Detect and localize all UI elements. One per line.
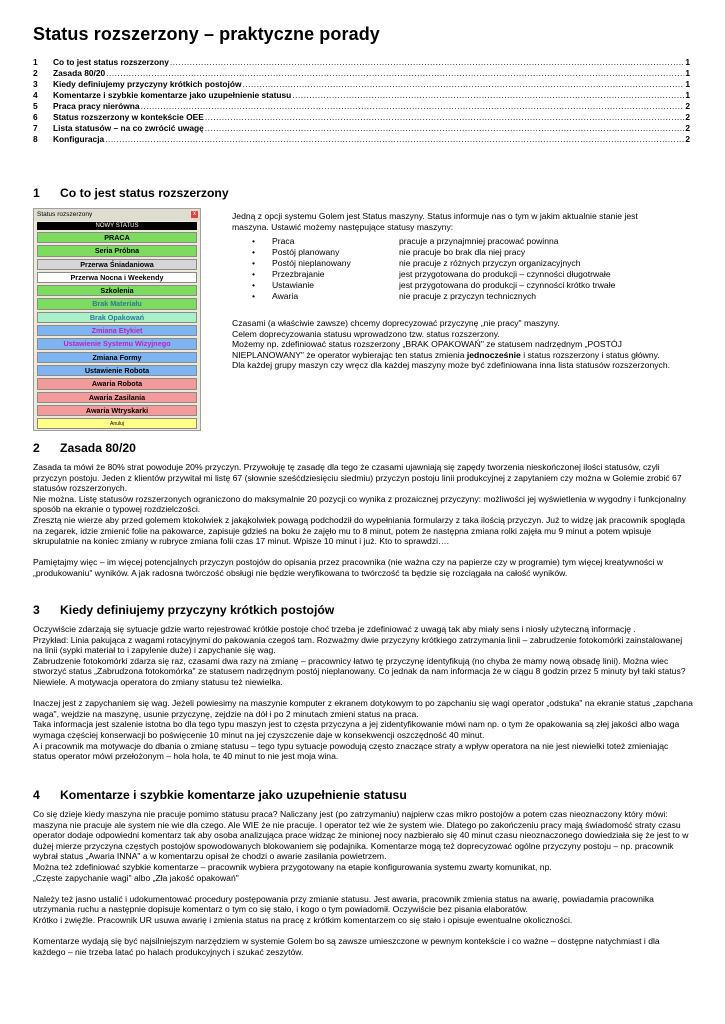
list-item xyxy=(232,291,672,302)
toc-title: Praca pracy nierówna xyxy=(53,101,140,111)
toc-leader xyxy=(106,68,684,79)
panel-header: NOWY STATUS xyxy=(37,222,197,230)
section-number: 4 xyxy=(33,788,40,802)
status-name: Przezbrajanie xyxy=(272,269,325,279)
section-title: Zasada 80/20 xyxy=(60,441,136,455)
paragraph: Przykład: Linia pakująca z wagami rotacyjnymi do pakowania czegoś tam. Rozważmy dwie przyczyny krótkiego zatrzymania linii – zabrudzenie fotokomórki zainstalowanej na linii (sypki materiał to i zapylenie duże) i zapychanie się wag. xyxy=(33,634,683,656)
status-button[interactable]: Przerwa Nocna i Weekendy xyxy=(37,272,197,283)
bullet: • xyxy=(252,291,256,301)
toc-title: Komentarze i szybkie komentarze jako uzupełnienie statusu xyxy=(53,90,292,100)
status-description: nie pracuje bo brak dla niej pracy xyxy=(399,247,526,257)
status-button[interactable]: Zmiana Formy xyxy=(37,352,197,363)
paragraph: Krótko i zwięźle. Pracownik UR usuwa awarię i zmienia status na pracę z krótkim komentarzem co się stało i opisuje ewentualne okoliczności. xyxy=(33,914,573,925)
section-heading-4 xyxy=(33,788,407,802)
page-title: Status rozszerzony – praktyczne porady xyxy=(33,24,380,44)
status-description: nie pracuje z przyczyn technicznych xyxy=(399,291,537,301)
toc-number: 3 xyxy=(33,79,38,89)
bold-text: jednocześnie xyxy=(466,349,521,360)
status-button[interactable]: Brak Opakowań xyxy=(37,312,197,323)
toc-title: Co to jest status rozszerzony xyxy=(53,57,169,67)
section-2-body xyxy=(33,462,693,579)
status-button-list xyxy=(34,232,200,429)
status-button[interactable]: Brak Materiału xyxy=(37,298,197,309)
paragraph: Oczywiście zdarzają się sytuacje gdzie warto rejestrować krótkie postoje choć trzeba je zdefiniować z uwagą tak aby miały sens i niosły użyteczną informację . xyxy=(33,624,636,634)
section-title: Kiedy definiujemy przyczyny krótkich postojów xyxy=(60,603,335,617)
status-button[interactable]: Ustawienie Systemu Wizyjnego xyxy=(37,338,197,349)
toc-entry[interactable] xyxy=(33,57,690,68)
text-run: i status rozszerzony i status główny. xyxy=(520,349,660,360)
status-button[interactable]: Awaria Zasilania xyxy=(37,392,197,403)
toc-entry[interactable] xyxy=(33,101,690,112)
toc-number: 1 xyxy=(33,57,38,67)
status-description: pracuje a przynajmniej pracować powinna xyxy=(399,236,559,246)
paragraph: Inaczej jest z zapychaniem się wag. Jeżeli powiesimy na maszynie komputer z ekranem dotykowym to po zapchaniu się wagi operator „odstuka" na ekranie status „zapchana waga", wejdzie na maszynę, usunie przyczynę, zejdzie na dół i po 2 minutach zmieni status na praca. xyxy=(33,698,693,719)
panel-title: Status rozszerzony xyxy=(37,211,93,218)
toc-title: Status rozszerzony w kontekście OEE xyxy=(53,112,204,122)
section-title: Komentarze i szybkie komentarze jako uzupełnienie statusu xyxy=(60,788,407,802)
toc-entry[interactable] xyxy=(33,123,690,134)
section-heading-1 xyxy=(33,186,229,200)
toc-number: 2 xyxy=(33,68,38,78)
paragraph: Celem doprecyzowania statusu wprowadzono tzw. status rozszerzony. xyxy=(232,328,500,339)
section-number: 2 xyxy=(33,441,40,455)
toc-leader xyxy=(170,57,684,68)
status-name: Ustawianie xyxy=(272,280,315,290)
status-button[interactable]: Awaria Robota xyxy=(37,378,197,389)
paragraph: Jedną z opcji systemu Golem jest Status maszyny. Status informuje nas o tym w jakim aktualnie stanie jest maszyna. Ustawić możemy następujące statusy maszyny: xyxy=(232,211,638,232)
paragraph: Dla każdej grupy maszyn czy wręcz dla każdej maszyny może być zdefiniowana inna lista statusów rozszerzonych. xyxy=(232,360,670,371)
toc-entry[interactable] xyxy=(33,112,690,123)
toc-entry[interactable] xyxy=(33,68,690,79)
panel-title-bar xyxy=(34,209,200,221)
paragraph: Zabrudzenie fotokomórki zdarza się raz, czasami dwa razy na zmianę – pracownicy łatwo tę przyczynę identyfikują (no chyba że mamy nową obsadę linii). Można wiec stworzyć status „Zabrudzona fotokomórka" ze statusem nadrzędnym postój nieplanowany. Co jednak da nam informacja że w ciągu 8 godzin przez 5 minuty był taki status? Niewiele. A motywacja operatora do zmiany statusu też niewielka. xyxy=(33,655,686,687)
toc-number: 7 xyxy=(33,123,38,133)
toc-entry[interactable] xyxy=(33,90,690,101)
section-number: 3 xyxy=(33,603,40,617)
status-name: Postój nieplanowany xyxy=(272,258,351,268)
status-name: Postój planowany xyxy=(272,247,340,257)
bullet: • xyxy=(252,269,256,279)
status-button[interactable]: Anuluj xyxy=(37,418,197,429)
toc-page-number: 2 xyxy=(685,134,690,144)
status-name: Awaria xyxy=(272,291,299,301)
toc-page-number: 2 xyxy=(685,101,690,111)
bullet: • xyxy=(252,247,256,257)
section-3-body xyxy=(33,624,693,762)
toc-number: 8 xyxy=(33,134,38,144)
paragraph: Zresztą nie wierze aby przed golemem ktokolwiek z jakąkolwiek powagą podchodził do wypełniania formularzy z taka ilością przyczyn. Już to widzę jak pracownik spogląda na zegarek, idzie zmienić folie na pakowarce, zapisuje gdzieś na boku że zajęło mu to 8 minut, potem że następna zmiana rolki zajęła mu 9 minut a potem wpisuje skrupulatnie na koniec zmiany w rubryce zmiana folii czas 17 minut. Wpisze 10 minut i już. Kto to sprawdzi…. xyxy=(33,514,685,547)
section-number: 1 xyxy=(33,186,40,200)
paragraph xyxy=(232,339,672,360)
status-list xyxy=(232,236,672,302)
paragraph: Czasami (a właściwie zawsze) chcemy doprecyzować przyczynę „nie pracy" maszyny. xyxy=(232,318,560,328)
status-panel-screenshot xyxy=(33,208,201,431)
paragraph: Zasada ta mówi że 80% strat powoduje 20% przyczyn. Przywołuję tę zasadę dla tego że czasami ujawniają się zapędy tworzenia nieskończonej ilości statusów, czyli przyczyn postoju. Jeden z klientów przywitał mi listę 67 (słownie sześćdziesięciu siedmiu) przyczyn postoju linii produkcyjnej z zapytaniem czy można w Golemie zrobić 67 statusów rozszerzonych. xyxy=(33,462,682,494)
table-of-contents xyxy=(33,57,690,145)
toc-leader xyxy=(141,101,685,112)
paragraph: Można też zdefiniować szybkie komentarze – pracownik wybiera przygotowany na etapie konfigurowania systemu zwarty komunikat, np. xyxy=(33,861,552,872)
status-name: Praca xyxy=(272,236,295,246)
status-description: jest przygotowana do produkcji – czynności długotrwałe xyxy=(399,269,611,279)
status-button[interactable]: Awaria Wtryskarki xyxy=(37,405,197,416)
bullet: • xyxy=(252,258,256,268)
toc-page-number: 1 xyxy=(685,57,690,67)
section-1-details xyxy=(232,318,672,371)
toc-entry[interactable] xyxy=(33,134,690,145)
toc-title: Lista statusów – na co zwrócić uwagę xyxy=(53,123,204,133)
status-button[interactable]: Szkolenia xyxy=(37,285,197,296)
toc-page-number: 1 xyxy=(685,90,690,100)
toc-leader xyxy=(292,90,684,101)
toc-title: Zasada 80/20 xyxy=(53,68,106,78)
paragraph: Co się dzieje kiedy maszyna nie pracuje pomimo statusu praca? Naliczany jest (po zatrzymaniu) najpierw czas mikro postojów a potem czas nieoznaczony który mówi: maszyna nie pracuje ale system nie wie dla czego. Ale WIE że nie pracuje. I operator też wie że system wie. Dlatego po zakończeniu pracy mają świadomość straty czasu operator dodaje odpowiedni komentarz tak aby osoba analizująca prace widząc że minionej nocy nazbierało się 40 minut czasu nieoznaczonego dowiedziała się że jest to w dużej mierze przyczyna częstych postojów spowodowanych blokowaniem się podajnika. Komentarze mogą też doprecyzować ogólne przyczyny postoju – np. pracownik wybrał status „Awaria INNA" a w komentarzu opisał że chodzi o awarie zasilania powietrzem. xyxy=(33,809,689,862)
toc-page-number: 2 xyxy=(685,112,690,122)
close-icon[interactable]: x xyxy=(193,211,196,217)
toc-number: 5 xyxy=(33,101,38,111)
paragraph: Komentarze wydają się być najsilniejszym narzędziem w systemie Golem bo są zawsze umieszczone w pewnym kontekście i co ważne – dostępne natychmiast i dla każdego – nie trzeba latać po halach produkcyjnych i szukać zeszytów. xyxy=(33,936,660,957)
toc-leader xyxy=(205,112,685,123)
list-item xyxy=(232,280,672,291)
status-button[interactable]: Ustawienie Robota xyxy=(37,365,197,376)
paragraph: Taka informacja jest szalenie istotna bo dla tego typu maszyn jest to częsta przyczyna a jej zidentyfikowanie mówi nam np. o tym że opakowania są złej jakości albo waga wymaga częściej konserwacji bo poświęcenie 10 minut na jej czyszczenie daje w konsekwencji oszczędność 40 minut. xyxy=(33,719,680,740)
toc-number: 4 xyxy=(33,90,38,100)
toc-title: Konfiguracja xyxy=(53,134,105,144)
toc-page-number: 1 xyxy=(685,68,690,78)
status-description: jest przygotowana do produkcji – czynności krótko trwałe xyxy=(399,280,616,290)
toc-leader xyxy=(105,134,684,145)
section-title: Co to jest status rozszerzony xyxy=(60,186,229,200)
section-4-body xyxy=(33,809,693,957)
text-run: Możemy np. zdefiniować status rozszerzony „BRAK OPAKOWAŃ" ze statusem nadrzędnym „POSTÓJ NIEPLANOWANY" że operator wybierając ten status zmienia xyxy=(232,339,622,360)
paragraph: „Częste zapychanie wagi" albo „Zła jakość opakowań" xyxy=(33,872,239,883)
paragraph: A i pracownik ma motywacje do dbania o zmianę statusu – tego typu sytuacje powodują często znaczące straty a wpływ operatora na nie jest niewielki toteż zmieniając status operator mówi przełożonym – hola hola, te 40 minut to nie jest moja wina. xyxy=(33,740,669,762)
status-button[interactable]: Przerwa Śniadaniowa xyxy=(37,259,197,270)
toc-entry[interactable] xyxy=(33,79,690,90)
toc-title: Kiedy definiujemy przyczyny krótkich postojów xyxy=(53,79,242,89)
bullet: • xyxy=(252,236,256,246)
status-button[interactable]: Seria Próbna xyxy=(37,245,197,256)
paragraph: Pamiętajmy więc – im więcej potencjalnych przyczyn postojów do opisania przez pracownika (nie ważna czy na papierze czy w programie) tym więcej kreatywności w „produkowaniu" wyników. A jak radosna twórczość obsługi nie będzie weryfikowana to twórczość ta będzie się rozciągała na całość wyników. xyxy=(33,557,663,578)
toc-number: 6 xyxy=(33,112,38,122)
toc-leader xyxy=(205,123,685,134)
section-heading-2 xyxy=(33,441,136,455)
status-description: nie pracuje z różnych przyczyn organizacyjnych xyxy=(399,258,581,268)
toc-page-number: 2 xyxy=(685,123,690,133)
bullet: • xyxy=(252,280,256,290)
status-button[interactable]: PRACA xyxy=(37,232,197,243)
status-button[interactable]: Zmiana Etykiet xyxy=(37,325,197,336)
list-item xyxy=(232,269,672,280)
paragraph: Należy też jasno ustalić i udokumentować procedury postępowania przy zmianie statusu. Jest awaria, pracownik zmienia status na awarię, powiadamia pracownika utrzymania ruchu a następnie dopisuje komentarz o tym co się stało, i kogo o tym powiadomił. Oczywiście bez pisania elaboratów. xyxy=(33,893,654,915)
list-item xyxy=(232,247,672,258)
list-item xyxy=(232,258,672,269)
toc-page-number: 1 xyxy=(685,79,690,89)
section-1-intro xyxy=(232,211,672,232)
paragraph: Nie można. Listę statusów rozszerzonych ograniczono do maksymalnie 20 pozycji co wynika z prozaicznej przyczyny: możliwości jej wyświetlenia w wygodny i funkcjonalny sposób na ekranie o typowej rozdzielczości. xyxy=(33,493,686,515)
toc-leader xyxy=(242,79,684,90)
list-item xyxy=(232,236,672,247)
section-heading-3 xyxy=(33,603,334,617)
